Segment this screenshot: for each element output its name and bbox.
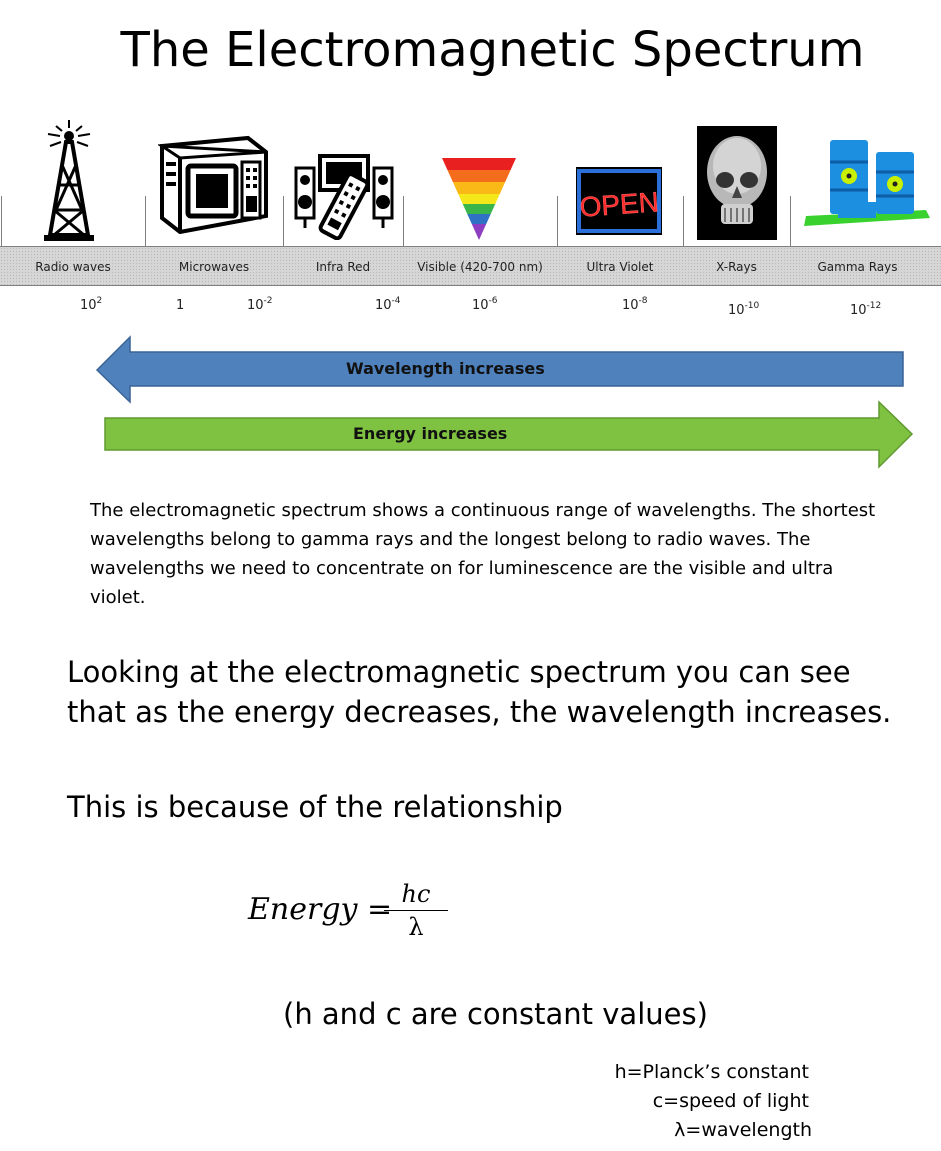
segment-ultra-violet: Ultra Violet <box>586 260 654 274</box>
tick-label: $10^{-12}$ <box>850 301 882 318</box>
arrows-graphic <box>0 330 941 475</box>
segment-radio-waves: Radio waves <box>35 260 111 274</box>
tick-label: $10^{-4}$ <box>375 296 401 313</box>
page-title: The Electromagnetic Spectrum <box>120 22 865 78</box>
tick-label: 1 <box>176 298 185 313</box>
tick-label: $10^{-10}$ <box>728 301 760 318</box>
legend-h: h=Planck’s constant <box>614 1061 809 1083</box>
legend-c: c=speed of light <box>652 1090 809 1112</box>
constants-note: (h and c are constant values) <box>283 997 708 1031</box>
relationship-intro: This is because of the relationship <box>67 790 563 824</box>
spectrum-band <box>0 246 941 286</box>
observation-line-2: that as the energy decreases, the wavelength increases. <box>67 695 892 729</box>
formula-denominator: λ <box>408 913 424 941</box>
formula-fraction <box>384 880 448 941</box>
radioactive-barrels-icon <box>800 138 932 230</box>
segment-visible: Visible (420-700 nm) <box>417 260 543 274</box>
tv-remote-speakers-icon <box>294 152 394 240</box>
energy-arrow <box>105 402 912 467</box>
tick-label: $10^{-6}$ <box>472 296 498 313</box>
microwave-oven-icon <box>158 132 270 234</box>
wavelength-arrow-label: Wavelength increases <box>346 359 545 378</box>
tick-label: $10^{-8}$ <box>622 296 648 313</box>
radio-tower-icon <box>38 120 100 242</box>
segment-x-rays: X-Rays <box>716 260 757 274</box>
segment-infra-red: Infra Red <box>315 260 371 274</box>
segment-microwaves: Microwaves <box>178 260 250 274</box>
legend-lambda: λ=wavelength <box>674 1119 812 1141</box>
svg-text:OPEN: OPEN <box>578 186 660 223</box>
description-paragraph: The electromagnetic spectrum shows a continuous range of wavelengths. The shortest wavelengths belong to gamma rays and the longest belong to radio waves. The wavelengths we need to concentrate on for luminescence are the visible and ultra violet. <box>90 500 876 608</box>
tick-label: $10^2$ <box>80 296 103 313</box>
skull-xray-icon <box>697 126 777 240</box>
formula-lhs: Energy = <box>248 892 393 927</box>
observation-line-1: Looking at the electromagnetic spectrum you can see <box>67 655 851 689</box>
open-neon-sign-icon <box>576 167 662 235</box>
formula-numerator: hc <box>384 880 448 911</box>
tick-label: $10^{-2}$ <box>247 296 273 313</box>
energy-arrow-label: Energy increases <box>353 424 508 443</box>
segment-gamma-rays: Gamma Rays <box>817 260 898 274</box>
rainbow-triangle-icon <box>442 158 516 242</box>
